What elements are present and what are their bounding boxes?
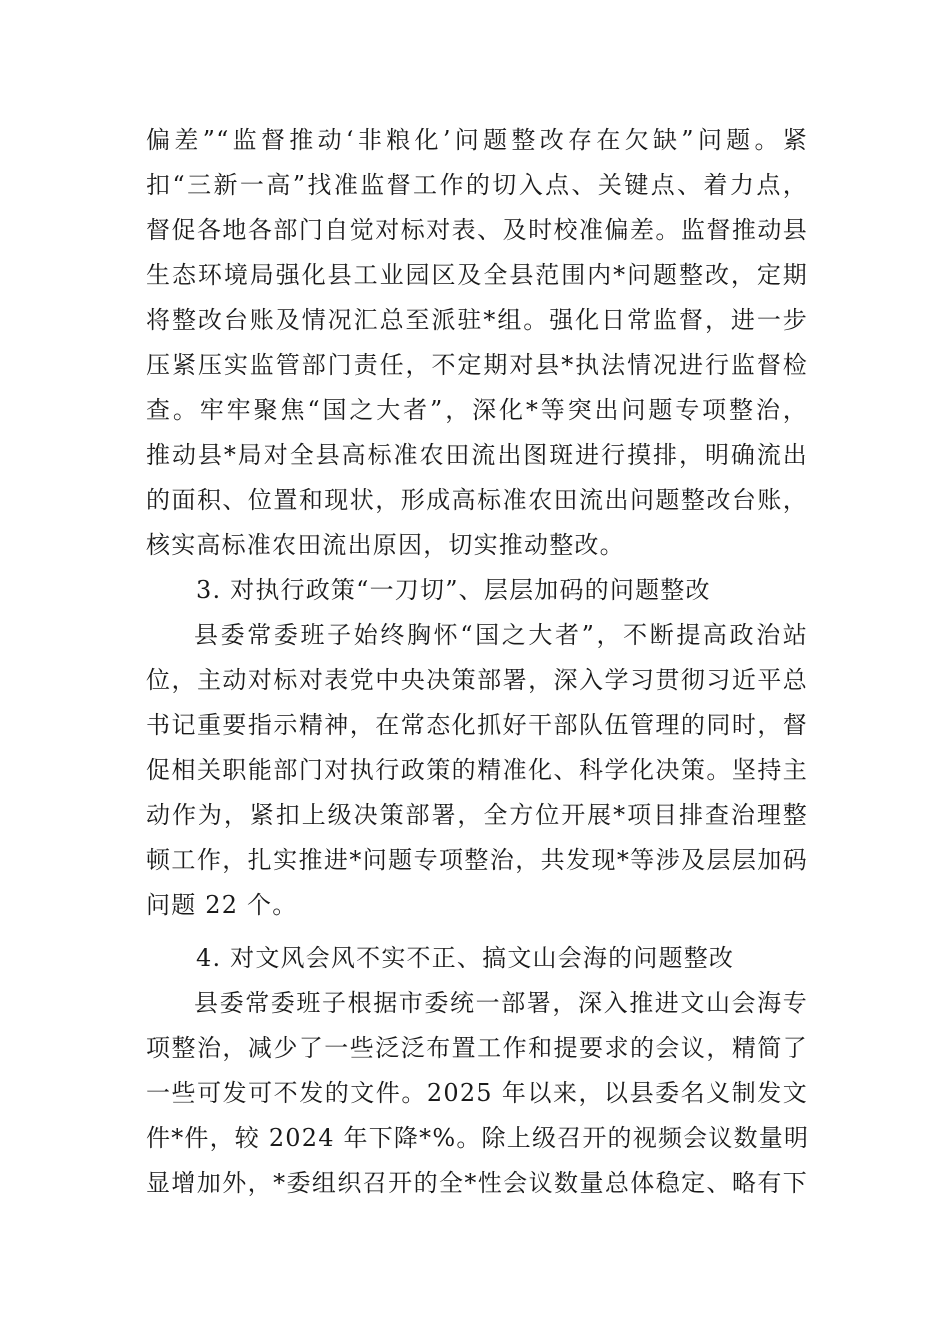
text-line: 查。牢牢聚焦“国之大者”，深化*等突出问题专项整治， [146, 396, 808, 424]
text-line: 偏差”“监督推动‘非粮化’问题整改存在欠缺”问题。紧 [146, 126, 808, 154]
text-line: 项整治，减少了一些泛泛布置工作和提要求的会议，精简了 [146, 1034, 808, 1062]
text-line: 促相关职能部门对执行政策的精准化、科学化决策。坚持主 [146, 756, 808, 784]
paragraph-meetings [146, 981, 808, 1206]
paragraph-policy [146, 613, 808, 928]
document-body [146, 118, 808, 1206]
text-line: 扣“三新一高”找准监督工作的切入点、关键点、着力点， [146, 171, 808, 199]
text-line: 的面积、位置和现状，形成高标准农田流出问题整改台账， [146, 486, 808, 514]
text-line: 督促各地各部门自觉对标对表、及时校准偏差。监督推动县 [146, 216, 808, 244]
text-line: 核实高标准农田流出原因，切实推动整改。 [146, 531, 625, 559]
text-line: 将整改台账及情况汇总至派驻*组。强化日常监督，进一步 [146, 306, 808, 334]
text-line: 县委常委班子根据市委统一部署，深入推进文山会海专 [194, 989, 808, 1017]
section-heading-3: 3. 对执行政策“一刀切”、层层加码的问题整改 [196, 576, 711, 604]
text-line: 县委常委班子始终胸怀“国之大者”，不断提高政治站 [194, 621, 808, 649]
text-line: 顿工作，扎实推进*问题专项整治，共发现*等涉及层层加码 [146, 846, 808, 874]
text-line: 书记重要指示精神，在常态化抓好干部队伍管理的同时，督 [146, 711, 808, 739]
text-line: 显增加外，*委组织召开的全*性会议数量总体稳定、略有下 [146, 1169, 808, 1197]
text-line: 生态环境局强化县工业园区及全县范围内*问题整改，定期 [146, 261, 808, 289]
text-line: 件*件，较 2024 年下降*%。除上级召开的视频会议数量明 [146, 1124, 810, 1152]
paragraph-supervision [146, 118, 808, 568]
text-line: 动作为，紧扣上级决策部署，全方位开展*项目排查治理整 [146, 801, 808, 829]
text-line: 推动县*局对全县高标准农田流出图斑进行摸排，明确流出 [146, 441, 808, 469]
text-line: 位，主动对标对表党中央决策部署，深入学习贯彻习近平总 [146, 666, 808, 694]
text-line: 问题 22 个。 [146, 891, 298, 919]
text-line: 一些可发可不发的文件。2025 年以来，以县委名义制发文 [146, 1079, 808, 1107]
text-line: 压紧压实监管部门责任，不定期对县*执法情况进行监督检 [146, 351, 808, 379]
section-heading-4: 4. 对文风会风不实不正、搞文山会海的问题整改 [196, 944, 735, 972]
